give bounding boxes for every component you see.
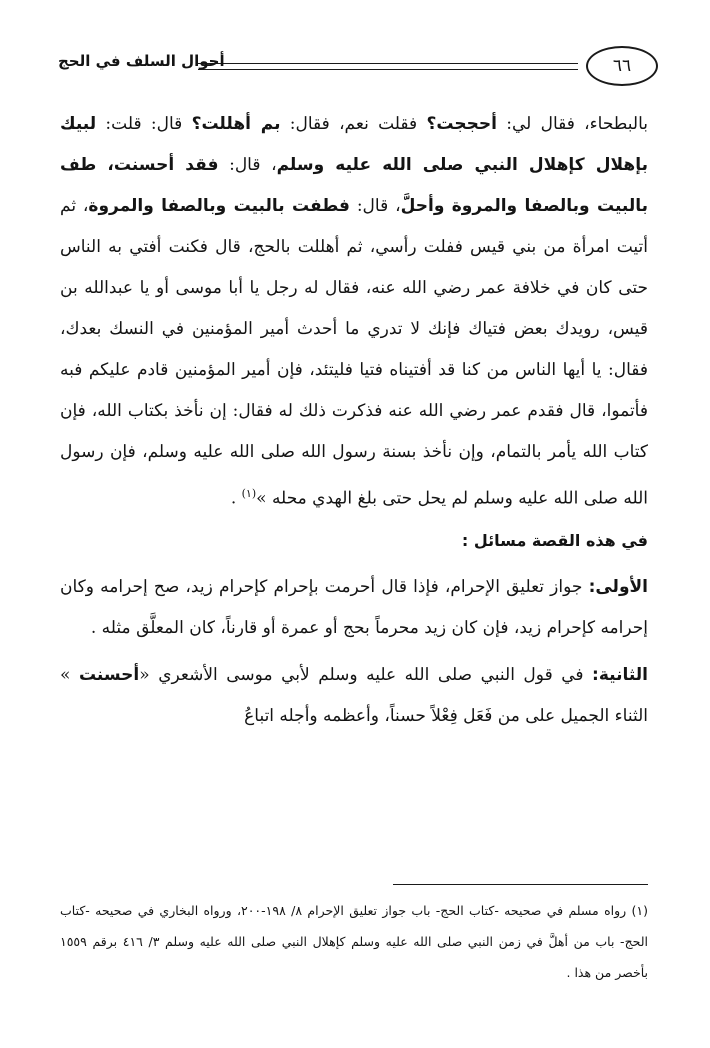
first-issue-paragraph — [60, 567, 648, 649]
text-run: جواز تعليق الإحرام، فإذا قال أحرمت بإحرام كإحرام زيد، صح إحرامه وكان إحرامه كإحرام زيد، فإن كان زيد محرماً بحج أو عمرة أو قارناً، كان المعلَّق مثله . — [60, 576, 648, 638]
footnotes — [60, 895, 648, 988]
page-header — [58, 42, 658, 92]
bold-phrase: لبيك بإهلال كإهلال النبي صلى الله عليه وسلم — [60, 114, 648, 175]
bold-phrase: بم أهللت؟ — [191, 114, 281, 134]
text-run: في قول النبي صلى الله عليه وسلم لأبي موسى الأشعري « — [139, 664, 593, 685]
header-rule-bottom — [198, 69, 578, 70]
bold-phrase: أحججت؟ — [426, 114, 497, 134]
bold-phrase: فطفت بالبيت وبالصفا والمروة — [88, 196, 350, 216]
bold-phrase: فقد أحسنت، طف بالبيت وبالصفا والمروة وأحلَّ — [60, 155, 648, 216]
page-number-oval — [586, 46, 658, 86]
second-issue-paragraph — [60, 655, 648, 737]
section-heading: في هذه القصة مسائل : — [461, 530, 648, 550]
text-run: ، قال: — [218, 155, 277, 175]
text-run: » الثناء الجميل على من فَعَل فِعْلاً حسناً، وأعظمه وأجله اتباعُ — [60, 664, 648, 726]
bold-phrase: أحسنت — [78, 664, 140, 685]
footnote-separator — [393, 884, 648, 885]
text-run: ، قال: — [349, 196, 401, 216]
issue-label: الأولى: — [588, 576, 648, 597]
text-run: . — [230, 488, 242, 509]
issue-label: الثانية: — [592, 664, 649, 685]
page-number: ٦٦ — [612, 56, 632, 76]
main-text — [60, 104, 648, 737]
text-run: قال: قلت: — [96, 114, 192, 134]
running-title: أحوال السلف في الحج — [58, 52, 225, 70]
text-run: ، ثم أتيت امرأة من بني قيس ففلت رأسي، ثم أهللت بالحج، قال فكنت أفتي به الناس حتى كان في خلافة عمر رضي الله عنه، فقال له رجل يا أبا موسى أو يا عبدالله بن قيس، رويدك بعض فتياك فإنك لا تدري ما أحدث أمير المؤمنين في النسك بعدك، فقال: يا أيها الناس من كنا قد أفتيناه فتيا فليتئد، فإن أمير المؤمنين قادم عليكم فبه فأتموا، قال فقدم عمر رضي الله عنه فذكرت ذلك له فقال: إن نأخذ بكتاب الله، فإن كتاب الله يأمر بالتمام، وإن نأخذ بسنة رسول الله صلى الله عليه وسلم، فإن رسول الله صلى الله عليه وسلم لم يحل حتى بلغ الهدي محله » — [60, 196, 648, 509]
footnote-ref[interactable]: (١) — [241, 487, 257, 500]
text-run: فقلت نعم، فقال: — [280, 114, 427, 134]
header-rule-top — [198, 63, 578, 64]
footnote-1: (١) رواه مسلم في صحيحه -كتاب الحج- باب جواز تعليق الإحرام ٨/ ١٩٨-٢٠٠، ورواه البخاري في صحيحه -كتاب الحج- باب من أهلَّ في زمن النبي صلى الله عليه وسلم كإهلال النبي صلى الله عليه وسلم ٣/ ٤١٦ برقم ١٥٥٩ بأخصر من هذا . — [60, 903, 648, 980]
text-run: بالبطحاء، فقال لي: — [496, 114, 648, 134]
hadith-paragraph — [60, 104, 648, 520]
